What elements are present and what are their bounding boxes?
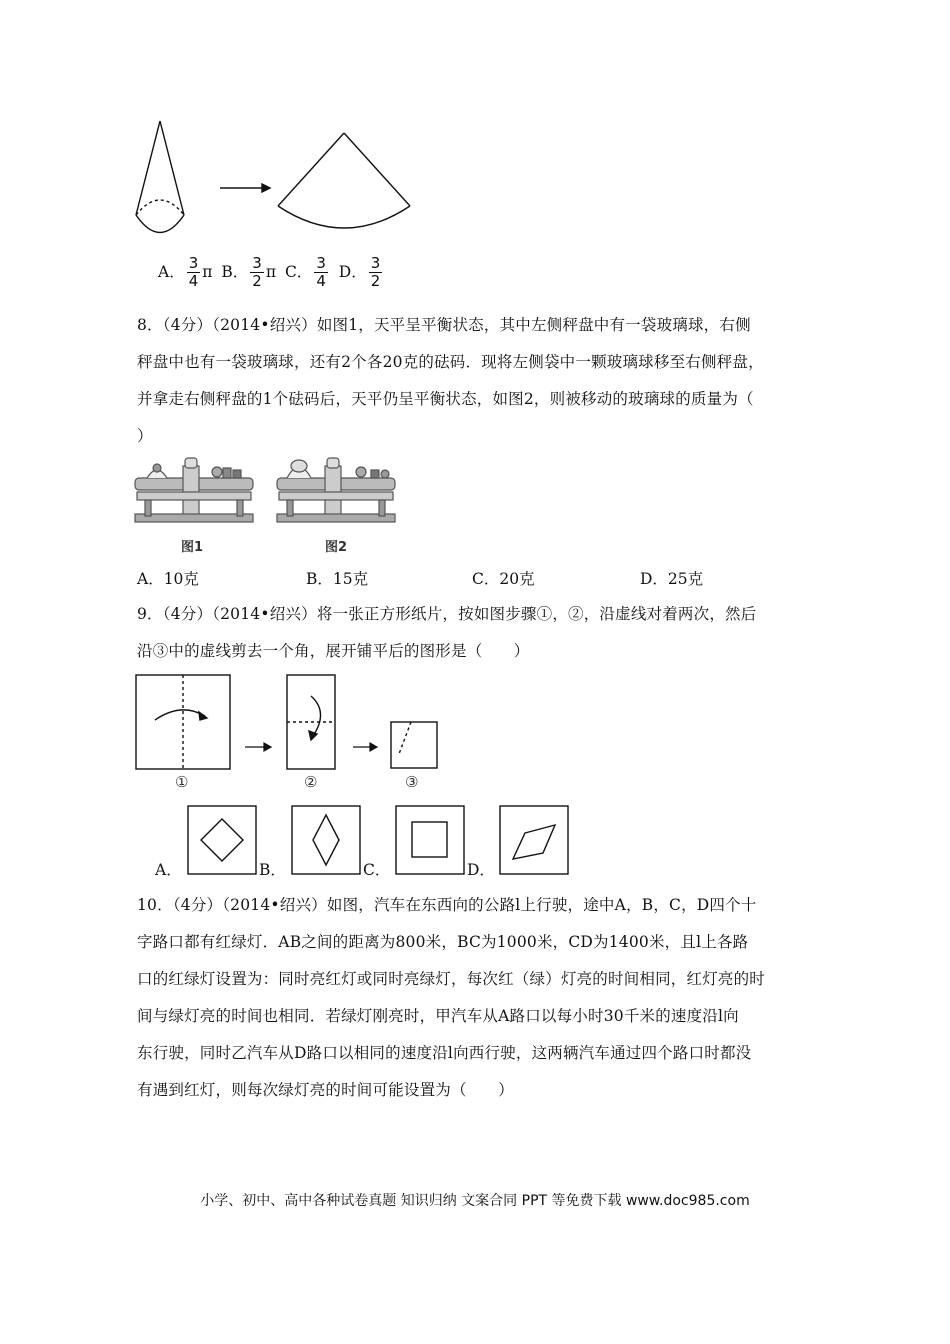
q10-line-2: 字路口都有红绿灯．AB之间的距离为800米，BC为1000米，CD为1400米，且l上各路 — [137, 933, 749, 951]
arrow-icon — [353, 743, 377, 751]
q9-option-b-label[interactable]: B． — [259, 861, 286, 879]
q7-option-d[interactable]: D． $\frac{3}{2}$ — [338, 254, 381, 290]
q9-line-2: 沿③中的虚线剪去一个角，展开铺平后的图形是（ ） — [137, 642, 530, 660]
q7-option-a[interactable]: A． $\frac{3}{4}$ π — [158, 254, 213, 290]
tilted-square-icon — [188, 806, 256, 874]
q7-option-b[interactable]: B． $\frac{3}{2}$ π — [221, 254, 276, 290]
cone-icon — [136, 121, 184, 233]
q8-line-3: 并拿走右侧秤盘的1个砝码后，天平仍呈平衡状态，如图2，则被移动的玻璃球的质量为（ — [137, 390, 754, 408]
q9-option-d-figure[interactable] — [499, 805, 569, 875]
fig1-caption: 图1 — [181, 540, 204, 555]
step1-label: ① — [175, 773, 189, 791]
step1-square-icon — [136, 675, 230, 769]
q10-line-5: 东行驶，同时乙汽车从D路口以相同的速度沿l向西行驶，这两辆汽车通过四个路口时都没 — [137, 1044, 752, 1062]
q9-option-c-label[interactable]: C． — [363, 861, 391, 879]
balance-figure-1 — [133, 456, 255, 528]
q9-option-b-figure[interactable] — [291, 805, 361, 875]
q9-line-1: 9．（4分）（2014•绍兴）将一张正方形纸片，按如图步骤①，②，沿虚线对着两次，然后 — [137, 605, 757, 623]
sector-icon — [278, 133, 410, 228]
step2-label: ② — [304, 773, 318, 791]
parallelogram-icon — [500, 806, 568, 874]
q8-option-c[interactable]: C．20克 — [472, 570, 535, 588]
q8-option-b[interactable]: B．15克 — [306, 570, 369, 588]
q10-line-4: 间与绿灯亮的时间也相同．若绿灯刚亮时，甲汽车从A路口以每小时30千米的速度沿l向 — [137, 1007, 739, 1025]
arrow-icon — [245, 743, 271, 751]
arrow-icon — [220, 184, 270, 192]
page-footer: 小学、初中、高中各种试卷真题 知识归纳 文案合同 PPT 等免费下载 www.doc985.com — [200, 1193, 750, 1209]
q8-line-1: 8．（4分）（2014•绍兴）如图1，天平呈平衡状态，其中左侧秤盘中有一袋玻璃球，右侧 — [137, 316, 751, 334]
balance-scale-icon — [277, 458, 395, 522]
q10-line-3: 口的红绿灯设置为：同时亮红灯或同时亮绿灯，每次红（绿）灯亮的时间相同，红灯亮的时 — [137, 970, 766, 988]
step2-rectangle-icon — [287, 675, 335, 769]
q8-option-d[interactable]: D．25克 — [640, 570, 704, 588]
balance-scale-icon — [135, 458, 253, 522]
q7-options — [158, 255, 384, 290]
q7-option-c[interactable]: C． $\frac{3}{4}$ — [284, 254, 326, 290]
q9-option-a-figure[interactable] — [187, 805, 257, 875]
step3-label: ③ — [405, 773, 419, 791]
rhombus-icon — [292, 806, 360, 874]
step3-square-icon — [391, 722, 437, 768]
q8-line-4: ） — [137, 427, 153, 445]
square-icon — [396, 806, 464, 874]
fig2-caption: 图2 — [325, 540, 348, 555]
q10-line-1: 10．（4分）（2014•绍兴）如图，汽车在东西向的公路l上行驶，途中A，B，C，D四个十 — [137, 896, 757, 914]
q9-option-d-label[interactable]: D． — [467, 861, 495, 879]
q9-option-a-label[interactable]: A． — [155, 861, 182, 879]
q8-option-a[interactable]: A．10克 — [137, 570, 199, 588]
cone-sector-figure — [130, 115, 420, 240]
balance-figure-2 — [275, 456, 397, 528]
q10-line-6: 有遇到红灯，则每次绿灯亮的时间可能设置为（ ） — [137, 1081, 514, 1099]
folding-steps-figure — [133, 672, 453, 772]
q9-option-c-figure[interactable] — [395, 805, 465, 875]
q8-line-2: 秤盘中也有一袋玻璃球，还有2个各20克的砝码．现将左侧袋中一颗玻璃球移至右侧秤盘， — [137, 353, 764, 371]
